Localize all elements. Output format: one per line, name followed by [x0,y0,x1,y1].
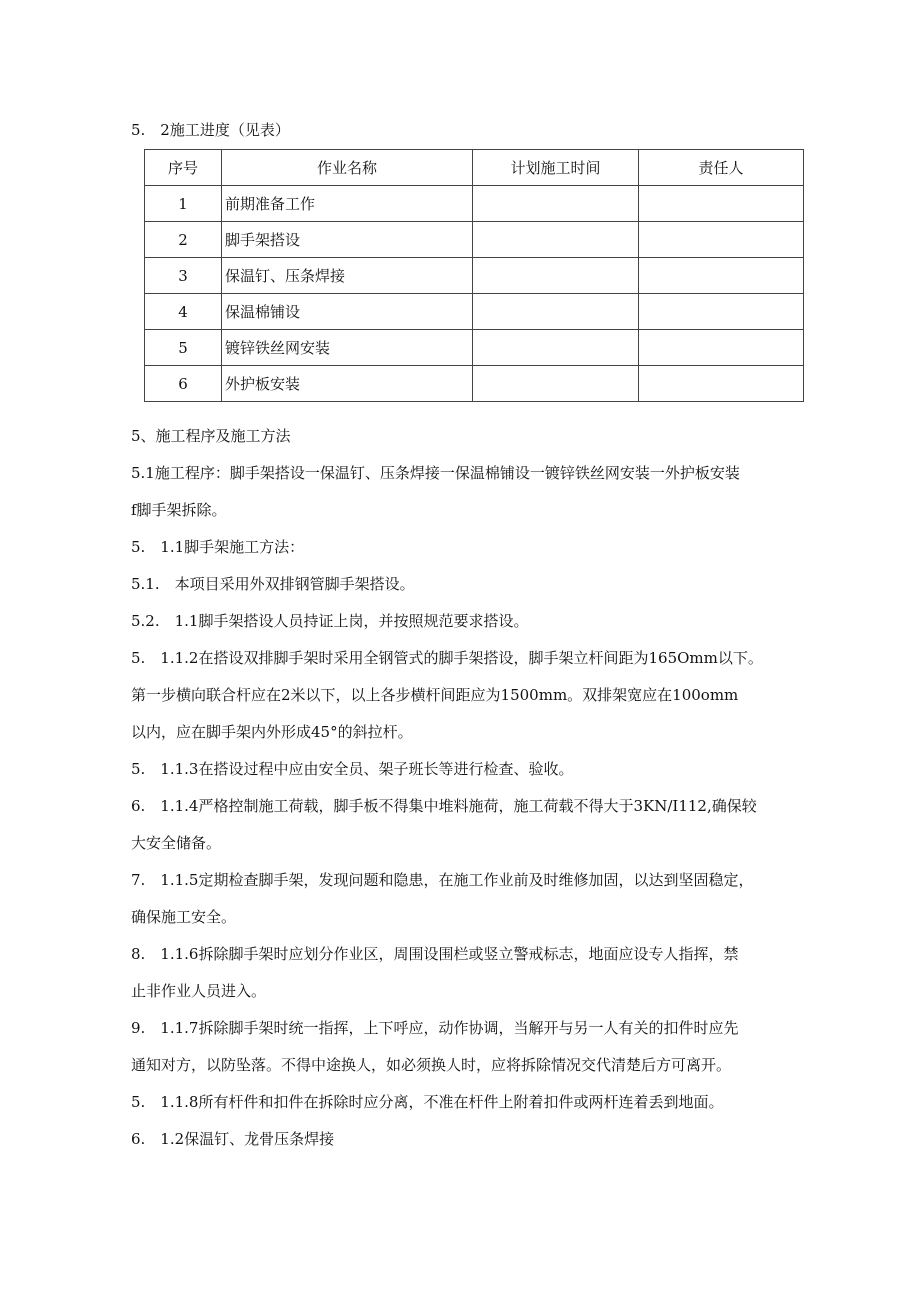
table-row [145,294,804,330]
cell-task-name: 外护板安装 [222,366,473,402]
text-line: 5. 1.1.2在搭设双排脚手架时采用全钢管式的脚手架搭设，脚手架立杆间距为165Omm以下。 [131,649,763,667]
text-line: 8. 1.1.6拆除脚手架时应划分作业区，周围设围栏或竖立警戒标志，地面应设专人指挥，禁 [131,945,739,963]
text-line: 5.1施工程序：脚手架搭设一保温钉、压条焊接一保温棉铺设一镀锌铁丝网安装一外护板安装 [131,464,740,482]
table-row [145,366,804,402]
body-text [131,418,821,1158]
cell-no: 5 [145,330,222,366]
cell-task-name: 保温钉、压条焊接 [222,258,473,294]
header-task-name: 作业名称 [222,150,473,186]
text-line: 7. 1.1.5定期检查脚手架，发现问题和隐患，在施工作业前及时维修加固，以达到坚固稳定， [131,871,754,889]
cell-planned-time [473,186,639,222]
header-no: 序号 [145,150,222,186]
text-line: 确保施工安全。 [131,908,237,926]
cell-owner [639,186,804,222]
text-line: 5.1. 本项目采用外双排钢管脚手架搭设。 [131,575,415,593]
text-line: 6. 1.1.4严格控制施工荷载，脚手板不得集中堆料施荷，施工荷载不得大于3KN∕I112,确保较 [131,797,757,815]
section-heading-5: 5、施工程序及施工方法 [131,427,291,445]
table-row [145,222,804,258]
text-line: 5. 1.1.3在搭设过程中应由安全员、架子班长等进行检查、验收。 [131,760,574,778]
table-header-row [145,150,804,186]
table-row [145,186,804,222]
text-line: 6. 1.2保温钉、龙骨压条焊接 [131,1130,335,1148]
cell-task-name: 脚手架搭设 [222,222,473,258]
header-planned-time: 计划施工时间 [473,150,639,186]
text-line: 5. 1.1脚手架施工方法： [131,538,305,556]
cell-owner [639,258,804,294]
cell-planned-time [473,258,639,294]
cell-no: 2 [145,222,222,258]
cell-planned-time [473,330,639,366]
text-line: 止非作业人员进入。 [131,982,267,1000]
text-line: 以内，应在脚手架内外形成45°的斜拉杆。 [131,723,413,741]
text-line: 大安全储备。 [131,834,222,852]
cell-owner [639,222,804,258]
text-line: 5. 1.1.8所有杆件和扣件在拆除时应分离，不准在杆件上附着扣件或两杆连着丢到地面。 [131,1093,724,1111]
cell-task-name: 保温棉铺设 [222,294,473,330]
table-row [145,258,804,294]
text-line: 第一步横向联合杆应在2米以下，以上各步横杆间距应为1500mm。双排架宽应在100omm [131,686,739,704]
text-line: 9. 1.1.7拆除脚手架时统一指挥，上下呼应，动作协调，当解开与另一人有关的扣件时应先 [131,1019,739,1037]
cell-no: 3 [145,258,222,294]
cell-no: 4 [145,294,222,330]
text-line: 通知对方，以防坠落。不得中途换人，如必须换人时，应将拆除情况交代清楚后方可离开。 [131,1056,732,1074]
cell-planned-time [473,294,639,330]
section-heading-5-2: 5. 2施工进度（见表） [131,121,290,139]
text-line: 5.2. 1.1脚手架搭设人员持证上岗，并按照规范要求搭设。 [131,612,529,630]
cell-owner [639,294,804,330]
cell-owner [639,366,804,402]
cell-task-name: 前期准备工作 [222,186,473,222]
cell-planned-time [473,366,639,402]
cell-planned-time [473,222,639,258]
cell-owner [639,330,804,366]
schedule-table [144,149,804,402]
header-owner: 责任人 [639,150,804,186]
cell-no: 1 [145,186,222,222]
cell-task-name: 镀锌铁丝网安装 [222,330,473,366]
text-line: f脚手架拆除。 [131,501,227,519]
table-row [145,330,804,366]
cell-no: 6 [145,366,222,402]
